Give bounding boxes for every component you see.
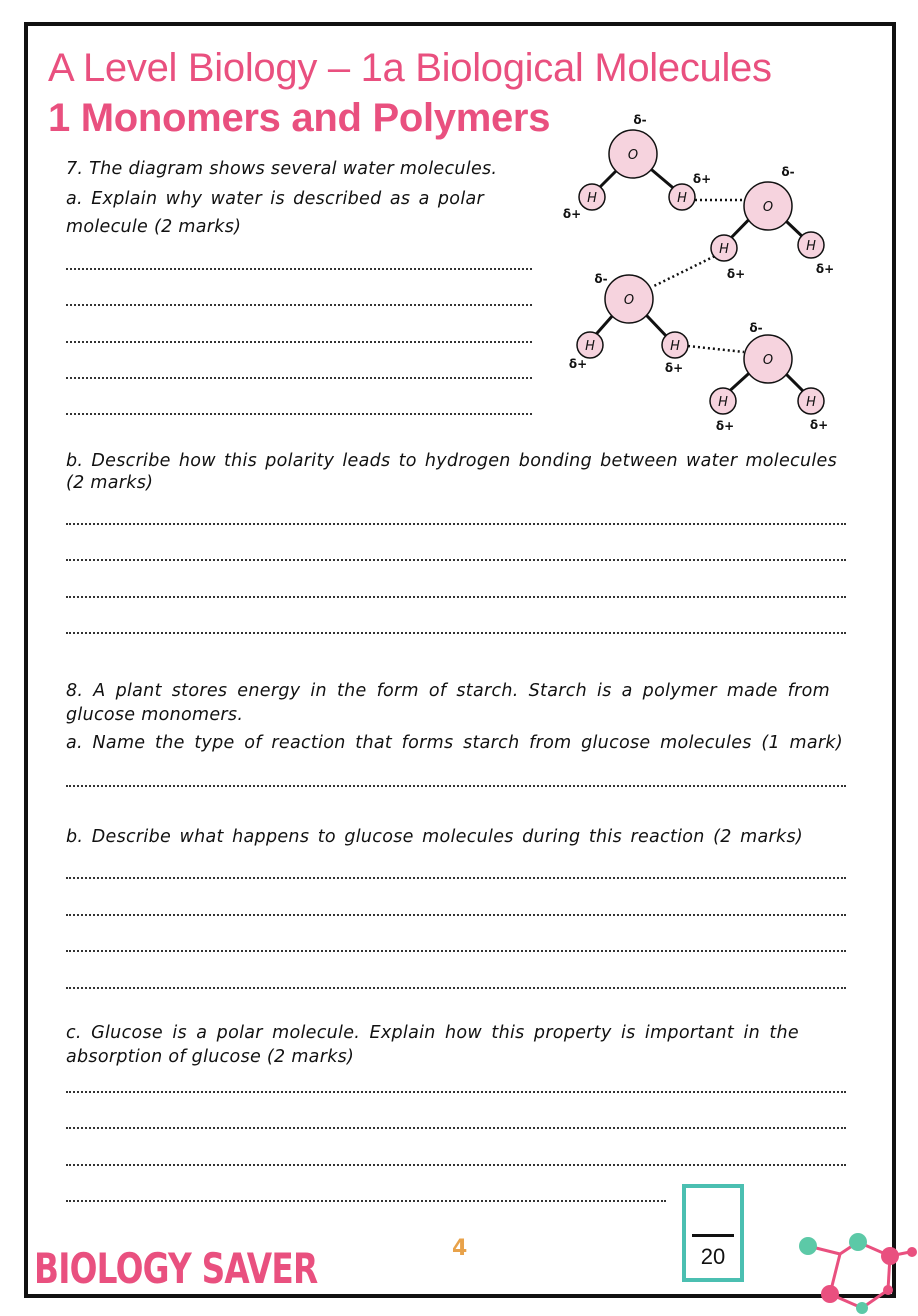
q7a-prompt-line1: a. Explain why water is described as a polar: [66, 189, 484, 209]
answer-line[interactable]: [66, 877, 846, 879]
charge-label: δ+: [692, 172, 712, 186]
total-marks-box: [682, 1184, 744, 1282]
charge-label: δ+: [562, 207, 582, 221]
charge-label: δ-: [749, 321, 763, 335]
marks-divider: [692, 1234, 734, 1237]
atom-label: H: [677, 191, 687, 206]
answer-line[interactable]: [66, 523, 846, 525]
atom-label: O: [627, 148, 639, 163]
charge-label: δ+: [715, 419, 735, 433]
q8-intro-line2: glucose monomers.: [66, 705, 244, 725]
page-number: 4: [452, 1236, 468, 1261]
q7a-prompt-line2: molecule (2 marks): [66, 217, 242, 237]
answer-line[interactable]: [66, 950, 846, 952]
answer-line[interactable]: [66, 785, 846, 787]
q8c-prompt-line2: absorption of glucose (2 marks): [66, 1047, 355, 1067]
atom-label: O: [762, 200, 774, 215]
answer-line[interactable]: [66, 304, 532, 306]
atom-label: H: [806, 239, 816, 254]
molecule-decoration-icon: [790, 1226, 918, 1316]
atom-label: O: [762, 353, 774, 368]
charge-label: δ+: [815, 262, 835, 276]
answer-line[interactable]: [66, 559, 846, 561]
charge-label: δ-: [633, 113, 647, 127]
atom-label: H: [806, 395, 816, 410]
answer-line[interactable]: [66, 268, 532, 270]
charge-label: δ+: [726, 267, 746, 281]
atom-label: H: [719, 242, 729, 257]
charge-label: δ+: [568, 357, 588, 371]
total-marks: 20: [700, 1244, 726, 1269]
q8-intro-line1: 8. A plant stores energy in the form of starch. Starch is a polymer made from: [66, 681, 830, 701]
q8b-prompt: b. Describe what happens to glucose molecules during this reaction (2 marks): [66, 827, 803, 847]
answer-line[interactable]: [66, 1164, 846, 1166]
charge-label: δ+: [809, 418, 829, 432]
charge-label: δ-: [594, 272, 608, 286]
atom-label: H: [587, 191, 597, 206]
answer-line[interactable]: [66, 632, 846, 634]
charge-label: δ+: [664, 361, 684, 375]
biology-saver-logo: BIOLOGY SAVER: [34, 1244, 318, 1293]
atom-label: H: [585, 339, 595, 354]
answer-line[interactable]: [66, 987, 846, 989]
answer-line[interactable]: [66, 1127, 846, 1129]
q8c-prompt-line1: c. Glucose is a polar molecule. Explain how this property is important in the: [66, 1023, 799, 1043]
answer-line[interactable]: [66, 377, 532, 379]
q7-intro: 7. The diagram shows several water molecules.: [66, 159, 498, 179]
answer-line[interactable]: [66, 1200, 666, 1202]
charge-label: δ-: [781, 165, 795, 179]
atom-label: O: [623, 293, 635, 308]
q7b-prompt-line1: b. Describe how this polarity leads to hydrogen bonding between water molecules: [66, 451, 837, 471]
answer-line[interactable]: [66, 596, 846, 598]
answer-line[interactable]: [66, 341, 532, 343]
atom-label: H: [718, 395, 728, 410]
answer-line[interactable]: [66, 914, 846, 916]
atom-label: H: [670, 339, 680, 354]
answer-line[interactable]: [66, 413, 532, 415]
answer-line[interactable]: [66, 1091, 846, 1093]
water-molecules-diagram: [540, 108, 860, 438]
page-title: A Level Biology – 1a Biological Molecules: [48, 46, 772, 90]
q8a-prompt: a. Name the type of reaction that forms starch from glucose molecules (1 mark): [66, 733, 843, 753]
q7b-prompt-line2: (2 marks): [66, 473, 154, 493]
section-title: 1 Monomers and Polymers: [48, 96, 551, 140]
